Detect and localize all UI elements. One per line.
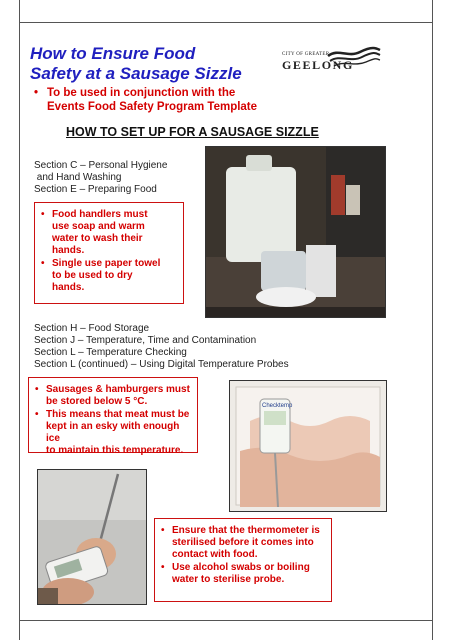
tip-line: contact with food. [172,549,258,560]
hand-hygiene-tips-box [34,202,184,304]
bullet: • [161,562,165,573]
tip-item [33,384,191,408]
sections-list-2 [34,323,289,371]
bullet: • [41,258,45,269]
tip-line: kept in an esky with enough ice [46,421,180,444]
tip-line: water to sterilise probe. [172,574,285,585]
intro-note [34,86,414,114]
tip-line: use soap and warm [52,221,145,232]
tip-line: sterilised before it comes into [172,537,314,548]
tip-line: Sausages & hamburgers must [46,384,190,395]
tip-item [39,258,177,294]
tip-line: Food handlers must [52,209,148,220]
esky-thermometer-image [230,381,386,511]
tip-line: to maintain this temperature. [46,445,184,456]
geelong-logo [282,44,382,78]
logo-big-text: GEELONG [282,58,354,72]
esky-thermometer-photo [229,380,387,512]
page-frame-right [432,0,433,640]
tip-line: water to wash their [52,233,143,244]
bullet: • [35,409,39,420]
logo-waves-icon [326,44,382,70]
section-line: Section E – Preparing Food [34,184,157,195]
tip-line: hands. [52,282,85,293]
title-line-2: Safety at a Sausage Sizzle [30,64,242,83]
tip-item [159,525,325,561]
tip-line: Single use paper towel [52,258,161,269]
bullet: • [161,525,165,536]
meat-storage-tips-box [28,377,198,456]
logo-small-text: CITY OF GREATER [282,52,330,57]
section-line: and Hand Washing [34,172,122,183]
thermometer-hand-image [38,470,146,604]
tip-item [159,562,325,586]
section-line: Section H – Food Storage [34,323,150,334]
bullet: • [35,384,39,395]
bullet: • [41,209,45,220]
hand-washing-station-image [206,147,385,317]
intro-line-2: Events Food Safety Program Template [47,101,258,113]
thermometer-label: Checktemp [262,403,293,409]
tip-item [33,409,191,457]
section-line: Section L (continued) – Using Digital Temperature Probes [34,359,289,370]
tip-item [39,209,177,257]
tip-line: be stored below 5 °C. [46,396,148,407]
tip-line: Use alcohol swabs or boiling [172,562,310,573]
setup-heading: HOW TO SET UP FOR A SAUSAGE SIZZLE [66,125,319,139]
intro-bullet: • [34,87,39,99]
section-line: Section J – Temperature, Time and Contamination [34,335,257,346]
intro-line-1: To be used in conjunction with the [47,87,236,99]
sections-list-1 [34,160,167,196]
section-line: Section L – Temperature Checking [34,347,187,358]
tip-line: hands. [52,245,85,256]
page-frame-top [19,22,433,23]
thermometer-hand-photo [37,469,147,605]
page-title [30,44,280,84]
page-frame-left [19,0,20,640]
page-frame-bottom [19,620,433,621]
tip-line: to be used to dry [52,270,133,281]
sterilise-probe-tips-box [154,518,332,602]
title-line-1: How to Ensure Food [30,44,196,63]
tip-line: This means that meat must be [46,409,190,420]
section-line: Section C – Personal Hygiene [34,160,168,171]
tip-line: Ensure that the thermometer is [172,525,320,536]
hand-washing-station-photo [205,146,386,318]
